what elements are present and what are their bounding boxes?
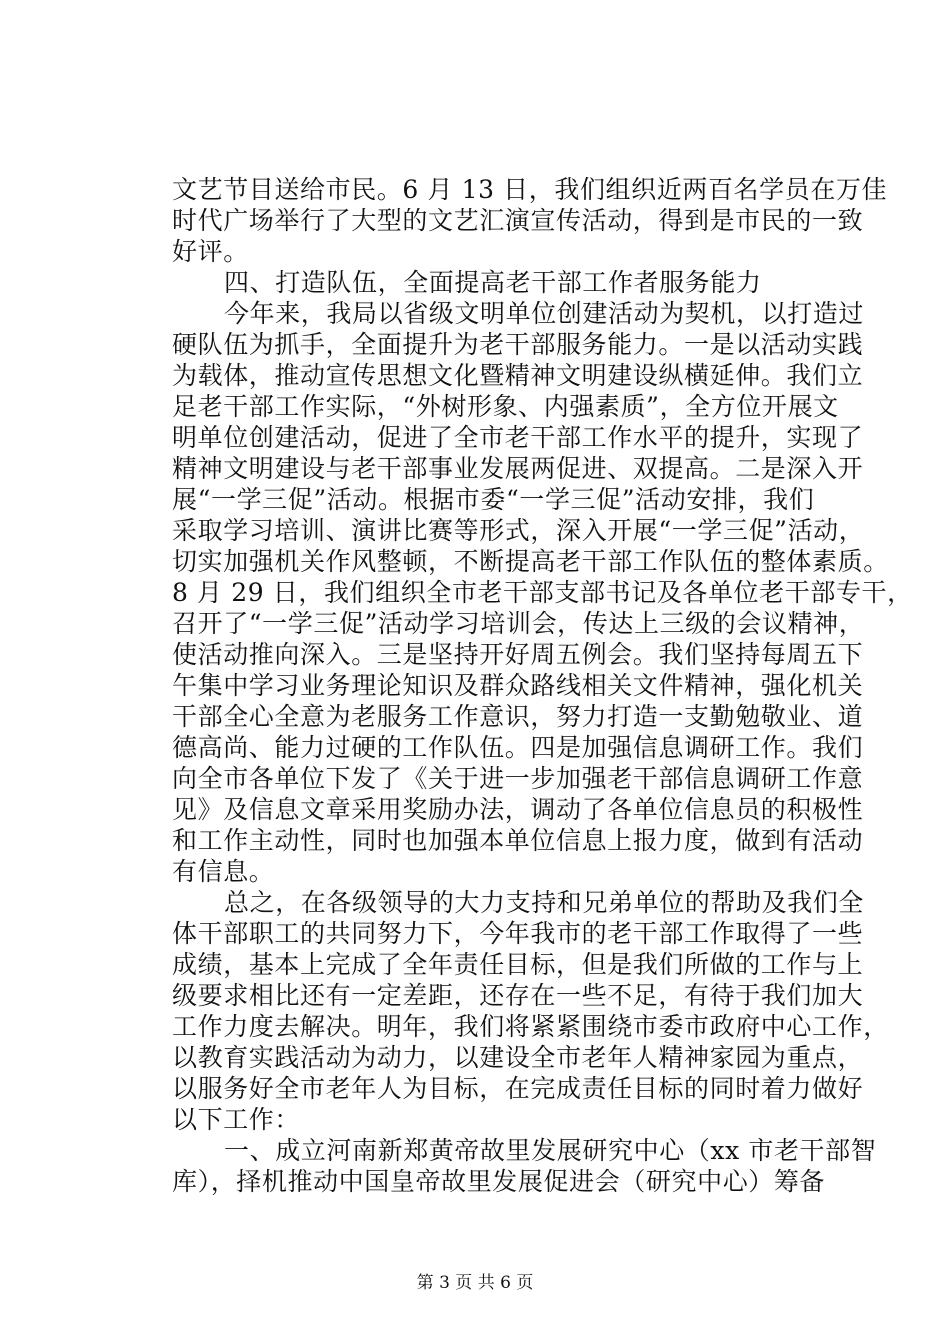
text-line: 明单位创建活动，促进了全市老干部工作水平的提升，实现了 <box>172 423 864 452</box>
text-line: 文艺节目送给市民。6 月 13 日，我们组织近两百名学员在万佳 <box>172 175 888 204</box>
text-line: 德高尚、能力过硬的工作队伍。四是加强信息调研工作。我们 <box>172 733 864 762</box>
document-body <box>172 174 913 1197</box>
text-line: 和工作主动性，同时也加强本单位信息上报力度，做到有活动 <box>172 826 864 855</box>
text-line: 硬队伍为抓手，全面提升为老干部服务能力。一是以活动实践 <box>172 330 864 359</box>
text-line: 成绩，基本上完成了全年责任目标，但是我们所做的工作与上 <box>172 950 864 979</box>
text-line: 以服务好全市老年人为目标，在完成责任目标的同时着力做好 <box>172 1074 864 1103</box>
text-line: 体干部职工的共同努力下，今年我市的老干部工作取得了一些 <box>172 919 864 948</box>
text-line: 总之，在各级领导的大力支持和兄弟单位的帮助及我们全 <box>224 888 865 917</box>
text-line: 好评。 <box>172 237 249 266</box>
text-line: 为载体，推动宣传思想文化暨精神文明建设纵横延伸。我们立 <box>172 361 864 390</box>
text-line: 采取学习培训、演讲比赛等形式，深入开展“一学三促”活动， <box>172 516 865 545</box>
text-line: 使活动推向深入。三是坚持开好周五例会。我们坚持每周五下 <box>172 640 864 669</box>
text-line: 召开了“一学三促”活动学习培训会，传达上三级的会议精神， <box>172 609 865 638</box>
text-line: 干部全心全意为老服务工作意识，努力打造一支勤勉敬业、道 <box>172 702 864 731</box>
text-line: 精神文明建设与老干部事业发展两促进、双提高。二是深入开 <box>172 454 864 483</box>
text-line: 8 月 29 日，我们组织全市老干部支部书记及各单位老干部专干， <box>172 578 913 607</box>
page-footer: 第 3 页 共 6 页 <box>416 1273 534 1293</box>
text-line: 午集中学习业务理论知识及群众路线相关文件精神，强化机关 <box>172 671 864 700</box>
text-line: 切实加强机关作风整顿，不断提高老干部工作队伍的整体素质。 <box>172 547 889 576</box>
text-line: 以下工作： <box>172 1105 301 1134</box>
text-line: 以教育实践活动为动力，以建设全市老年人精神家园为重点， <box>172 1043 864 1072</box>
text-line: 库），择机推动中国皇帝故里发展促进会（研究中心）筹备 <box>172 1167 826 1196</box>
text-line: 四、打造队伍，全面提高老干部工作者服务能力 <box>224 268 762 297</box>
text-line: 见》及信息文章采用奖励办法，调动了各单位信息员的积极性 <box>172 795 864 824</box>
text-line: 工作力度去解决。明年，我们将紧紧围绕市委市政府中心工作， <box>172 1012 889 1041</box>
text-line: 有信息。 <box>172 857 275 886</box>
text-line: 向全市各单位下发了《关于进一步加强老干部信息调研工作意 <box>172 764 864 793</box>
text-line: 时代广场举行了大型的文艺汇演宣传活动，得到是市民的一致 <box>172 206 864 235</box>
text-line: 一、成立河南新郑黄帝故里发展研究中心（xx 市老干部智 <box>224 1136 877 1165</box>
text-line: 级要求相比还有一定差距，还存在一些不足，有待于我们加大 <box>172 981 864 1010</box>
text-line: 足老干部工作实际，“外树形象、内强素质”，全方位开展文 <box>172 392 839 421</box>
text-line: 展“一学三促”活动。根据市委“一学三促”活动安排，我们 <box>172 485 815 514</box>
text-line: 今年来，我局以省级文明单位创建活动为契机，以打造过 <box>224 299 865 328</box>
